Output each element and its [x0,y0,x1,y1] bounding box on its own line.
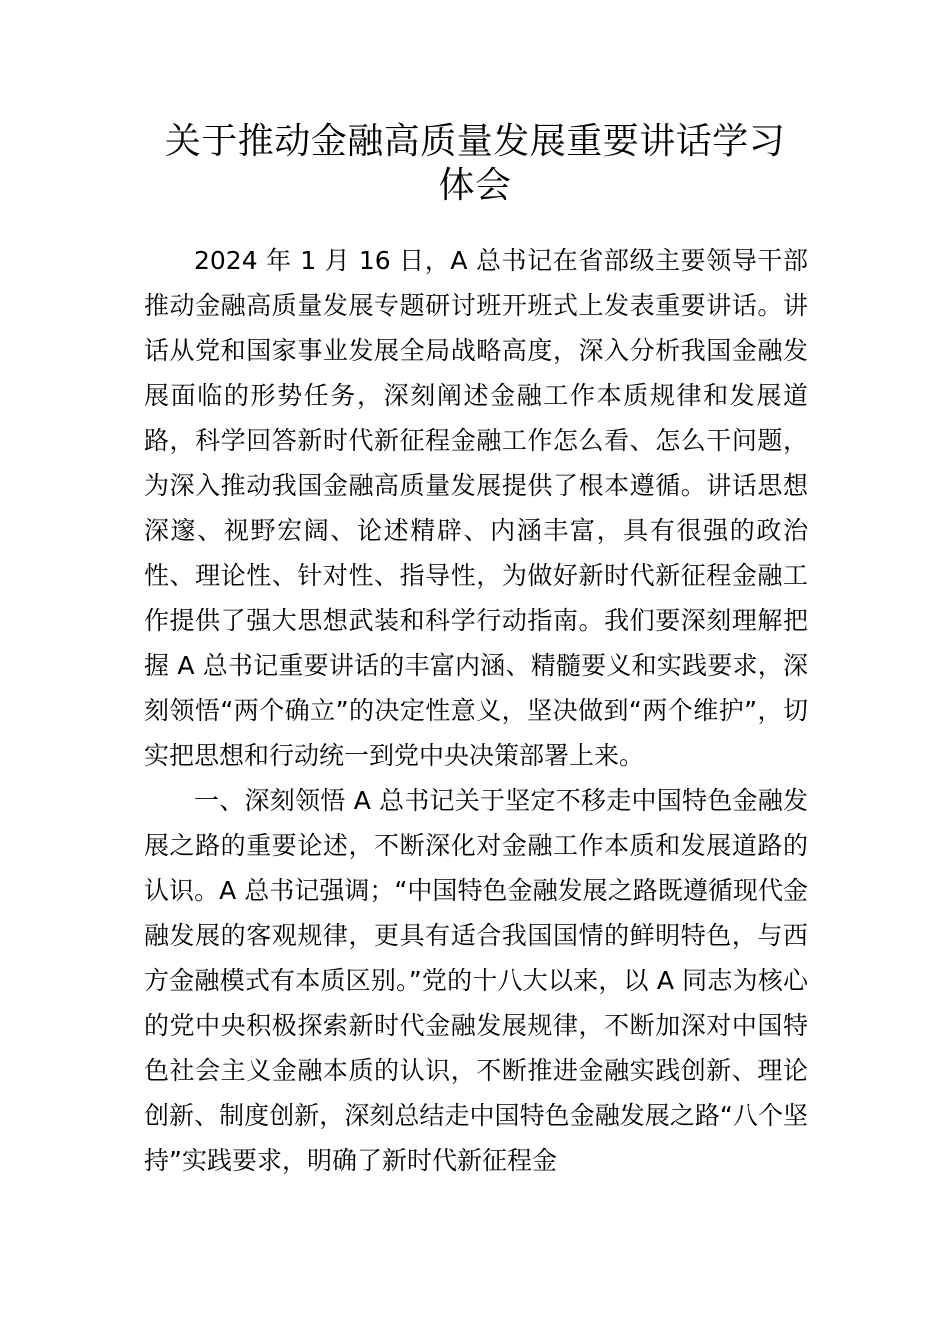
document-title: 关于推动金融高质量发展重要讲话学习体会 [164,121,786,206]
document-body [144,238,808,1183]
paragraph-intro: 2024 年 1 月 16 日，A 总书记在省部级主要领导干部推动金融高质量发展专题研讨班开班式上发表重要讲话。讲话从党和国家事业发展全局战略高度，深入分析我国金融发展面临的形势任务，深刻阐述金融工作本质规律和发展道路，科学回答新时代新征程金融工作怎么看、怎么干问题，为深入推动我国金融高质量发展提供了根本遵循。讲话思想深邃、视野宏阔、论述精辟、内涵丰富，具有很强的政治性、理论性、针对性、指导性，为做好新时代新征程金融工作提供了强大思想武装和科学行动指南。我们要深刻理解把握 A 总书记重要讲话的丰富内涵、精髓要义和实践要求，深刻领悟“两个确立”的决定性意义，坚决做到“两个维护”，切实把思想和行动统一到党中央决策部署上来。 [144,246,808,770]
paragraph-section-one: 一、深刻领悟 A 总书记关于坚定不移走中国特色金融发展之路的重要论述，不断深化对金融工作本质和发展道路的认识。A 总书记强调；“中国特色金融发展之路既遵循现代金融发展的客观规律，更具有适合我国国情的鲜明特色，与西方金融模式有本质区别。”党的十八大以来，以 A 同志为核心的党中央积极探索新时代金融发展规律，不断加深对中国特色社会主义金融本质的认识，不断推进金融实践创新、理论创新、制度创新，深刻总结走中国特色金融发展之路“八个坚持”实践要求，明确了新时代新征程金 [144,786,808,1175]
